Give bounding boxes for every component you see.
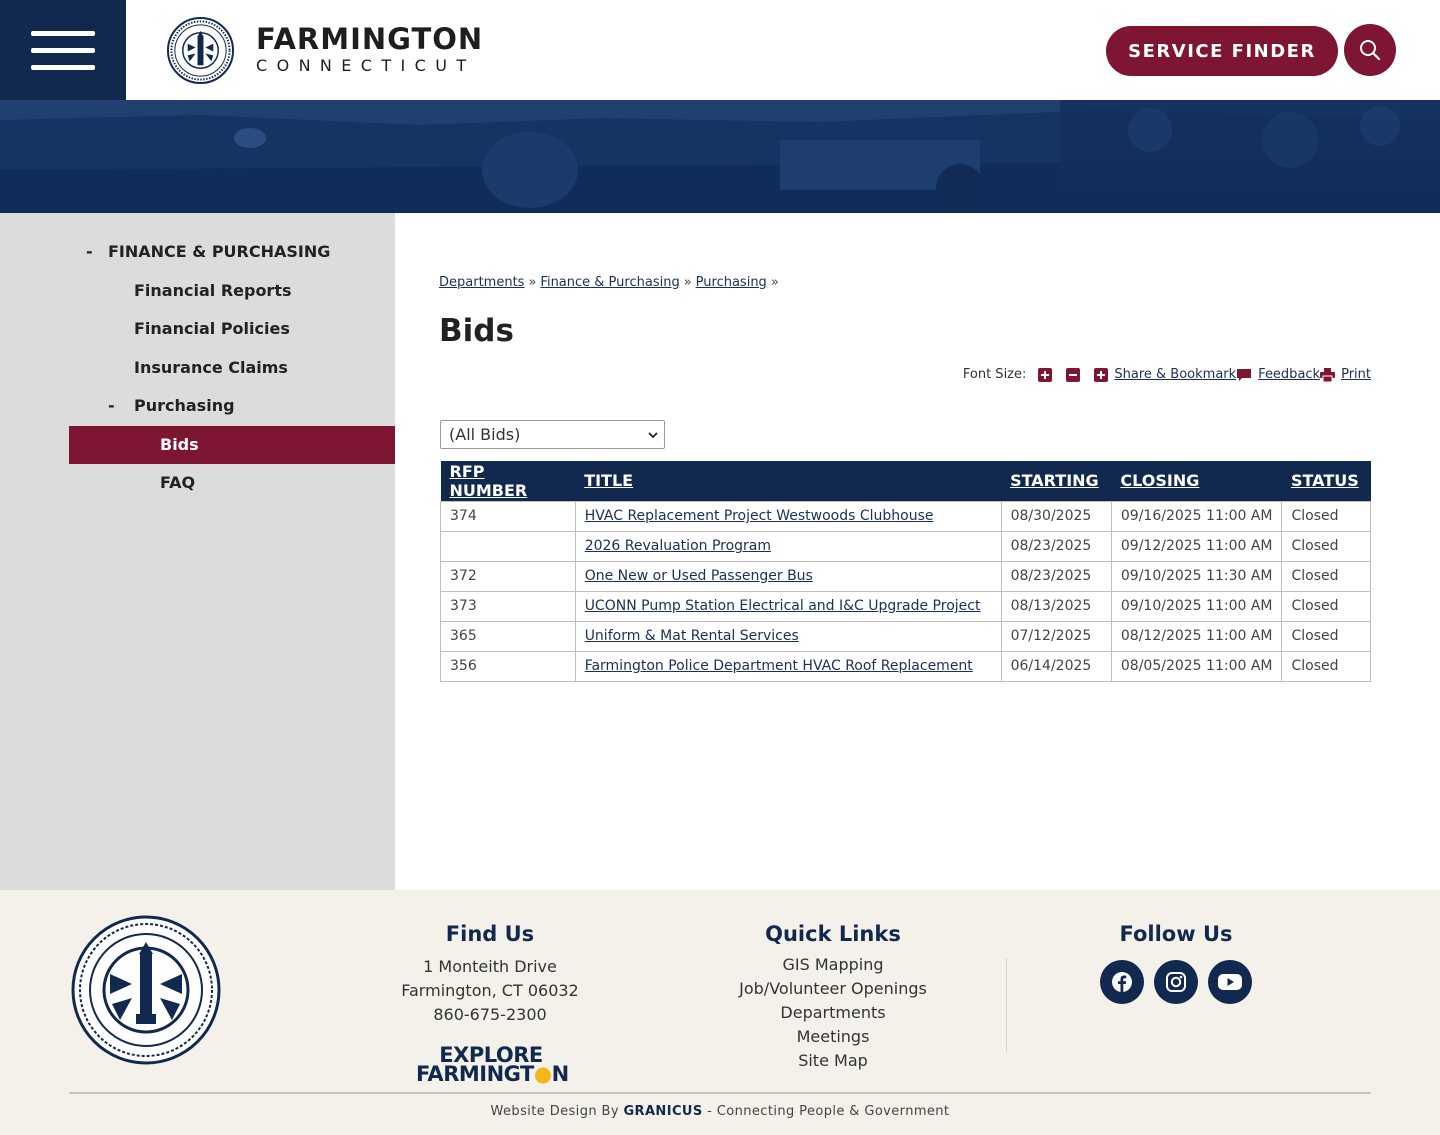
collapse-toggle[interactable]: - — [108, 396, 115, 415]
table-row — [441, 501, 1371, 531]
starting-cell: 07/12/2025 — [1001, 621, 1111, 651]
explore-farmington-logo[interactable]: EXPLORE FARMINGT●N — [416, 1043, 569, 1086]
search-button[interactable] — [1344, 24, 1396, 76]
follow-us-section — [1090, 922, 1262, 1004]
rfp-number-cell: 374 — [441, 501, 576, 531]
banner-image — [0, 100, 1440, 213]
bid-category-selected: (All Bids) — [449, 425, 521, 444]
rfp-number-cell — [441, 531, 576, 561]
starting-cell: 08/13/2025 — [1001, 591, 1111, 621]
page-title: Bids — [439, 313, 514, 349]
share-bookmark-link[interactable]: Share & Bookmark — [1114, 367, 1237, 382]
menu-bar — [31, 31, 95, 36]
closing-cell: 09/10/2025 11:30 AM — [1111, 561, 1282, 591]
town-seal-logo — [70, 914, 222, 1066]
breadcrumb-purchasing[interactable]: Purchasing — [695, 275, 767, 290]
quick-link-gis-mapping[interactable]: GIS Mapping — [782, 955, 884, 974]
closing-cell: 08/12/2025 11:00 AM — [1111, 621, 1282, 651]
breadcrumb-finance-purchasing[interactable]: Finance & Purchasing — [540, 275, 680, 290]
status-cell: Closed — [1282, 501, 1371, 531]
share-bookmark-control[interactable] — [1094, 367, 1236, 382]
breadcrumb-departments[interactable]: Departments — [439, 275, 525, 290]
address-line-2: Farmington, CT 06032 — [401, 981, 579, 1000]
table-row — [441, 531, 1371, 561]
table-row — [441, 561, 1371, 591]
sidebar-item-faq[interactable]: FAQ — [160, 473, 196, 492]
font-increase-button[interactable] — [1038, 368, 1052, 382]
closing-cell: 08/05/2025 11:00 AM — [1111, 651, 1282, 681]
comment-icon — [1236, 368, 1252, 382]
service-finder-button[interactable]: SERVICE FINDER — [1106, 26, 1338, 76]
bids-table — [440, 461, 1371, 682]
chevron-down-icon — [648, 431, 658, 439]
table-row — [441, 621, 1371, 651]
rfp-number-cell: 373 — [441, 591, 576, 621]
sidebar-section-finance[interactable]: FINANCE & PURCHASING — [108, 242, 331, 261]
print-link[interactable]: Print — [1341, 367, 1371, 382]
granicus-link[interactable]: GRANICUS — [623, 1104, 703, 1119]
closing-cell: 09/12/2025 11:00 AM — [1111, 531, 1282, 561]
follow-us-heading: Follow Us — [1119, 922, 1233, 946]
site-footer — [0, 890, 1440, 1135]
find-us-section — [390, 922, 590, 1027]
facebook-link[interactable] — [1100, 960, 1144, 1004]
printer-icon — [1320, 368, 1335, 382]
print-control[interactable] — [1320, 367, 1371, 382]
title-cell — [575, 591, 1001, 621]
title-cell — [575, 651, 1001, 681]
site-header — [0, 0, 1440, 100]
table-header-row — [441, 461, 1371, 501]
bid-title-link[interactable]: 2026 Revaluation Program — [584, 538, 772, 554]
starting-cell: 08/23/2025 — [1001, 531, 1111, 561]
font-decrease-button[interactable] — [1066, 368, 1080, 382]
feedback-control[interactable] — [1236, 367, 1320, 382]
plus-icon — [1038, 368, 1052, 382]
bid-title-link[interactable]: Uniform & Mat Rental Services — [584, 628, 799, 644]
address-line-1: 1 Monteith Drive — [423, 957, 557, 976]
menu-bar — [31, 65, 95, 70]
column-header-starting[interactable]: STARTING — [1001, 461, 1111, 501]
rfp-number-cell: 356 — [441, 651, 576, 681]
footer-rule — [69, 1092, 1371, 1094]
status-cell: Closed — [1282, 561, 1371, 591]
title-cell — [575, 531, 1001, 561]
quick-link-job-openings[interactable]: Job/Volunteer Openings — [739, 979, 927, 998]
town-seal-logo[interactable] — [166, 16, 235, 85]
status-cell: Closed — [1282, 531, 1371, 561]
status-cell: Closed — [1282, 621, 1371, 651]
bid-category-select[interactable] — [440, 420, 665, 449]
font-size-label: Font Size: — [962, 367, 1027, 382]
starting-cell: 06/14/2025 — [1001, 651, 1111, 681]
column-header-title[interactable]: TITLE — [575, 461, 1001, 501]
brand-name: FARMINGTON — [256, 22, 484, 56]
title-cell — [575, 621, 1001, 651]
bid-title-link[interactable]: UCONN Pump Station Electrical and I&C Upgrade Project — [584, 598, 981, 614]
column-header-status[interactable]: STATUS — [1282, 461, 1371, 501]
find-us-heading: Find Us — [445, 922, 535, 946]
rfp-number-cell: 365 — [441, 621, 576, 651]
youtube-link[interactable] — [1208, 960, 1252, 1004]
sidebar-item-bids-active[interactable] — [69, 426, 395, 464]
table-row — [441, 651, 1371, 681]
sidebar-item-bids[interactable]: Bids — [160, 435, 199, 454]
share-plus-icon — [1094, 368, 1108, 382]
instagram-icon — [1165, 971, 1187, 993]
column-header-rfp[interactable]: RFP NUMBER — [441, 461, 576, 501]
instagram-link[interactable] — [1154, 960, 1198, 1004]
phone-number[interactable]: 860-675-2300 — [433, 1005, 547, 1024]
closing-cell: 09/10/2025 11:00 AM — [1111, 591, 1282, 621]
starting-cell: 08/23/2025 — [1001, 561, 1111, 591]
social-links — [1090, 960, 1262, 1004]
status-cell: Closed — [1282, 591, 1371, 621]
breadcrumb: Departments » Finance & Purchasing » Purchasing » — [439, 275, 779, 290]
site-brand[interactable] — [256, 22, 483, 76]
menu-bar — [31, 48, 95, 53]
quick-link-site-map[interactable]: Site Map — [798, 1051, 868, 1070]
quick-links-section — [700, 922, 966, 1073]
sidebar-item-purchasing[interactable]: Purchasing — [134, 396, 235, 415]
title-cell — [575, 561, 1001, 591]
starting-cell: 08/30/2025 — [1001, 501, 1111, 531]
facebook-icon — [1111, 971, 1133, 993]
hamburger-menu-button[interactable] — [0, 0, 126, 100]
section-sidebar-nav — [0, 213, 395, 890]
brand-subtitle: CONNECTICUT — [256, 56, 476, 75]
feedback-link[interactable]: Feedback — [1258, 367, 1321, 382]
closing-cell: 09/16/2025 11:00 AM — [1111, 501, 1282, 531]
bid-title-link[interactable]: One New or Used Passenger Bus — [584, 568, 813, 584]
sidebar-item-financial-reports[interactable]: Financial Reports — [134, 281, 292, 300]
bid-title-link[interactable]: Farmington Police Department HVAC Roof Replacement — [584, 658, 973, 674]
collapse-toggle[interactable]: - — [86, 242, 93, 261]
site-credit: Website Design By GRANICUS - Connecting People & Government — [490, 1104, 950, 1119]
column-header-closing[interactable]: CLOSING — [1111, 461, 1282, 501]
page-tools — [963, 367, 1371, 382]
title-cell — [575, 501, 1001, 531]
minus-icon — [1066, 368, 1080, 382]
footer-divider — [1006, 958, 1007, 1052]
quick-link-meetings[interactable]: Meetings — [796, 1027, 870, 1046]
search-icon — [1358, 38, 1382, 62]
rfp-number-cell: 372 — [441, 561, 576, 591]
sidebar-item-financial-policies[interactable]: Financial Policies — [134, 319, 290, 338]
status-cell: Closed — [1282, 651, 1371, 681]
quick-link-departments[interactable]: Departments — [780, 1003, 886, 1022]
hero-banner — [0, 100, 1440, 213]
main-content — [395, 213, 1440, 890]
sidebar-item-insurance-claims[interactable]: Insurance Claims — [134, 358, 288, 377]
table-row — [441, 591, 1371, 621]
youtube-icon — [1217, 972, 1243, 992]
quick-links-heading: Quick Links — [765, 922, 901, 946]
bid-title-link[interactable]: HVAC Replacement Project Westwoods Clubhouse — [584, 508, 934, 524]
